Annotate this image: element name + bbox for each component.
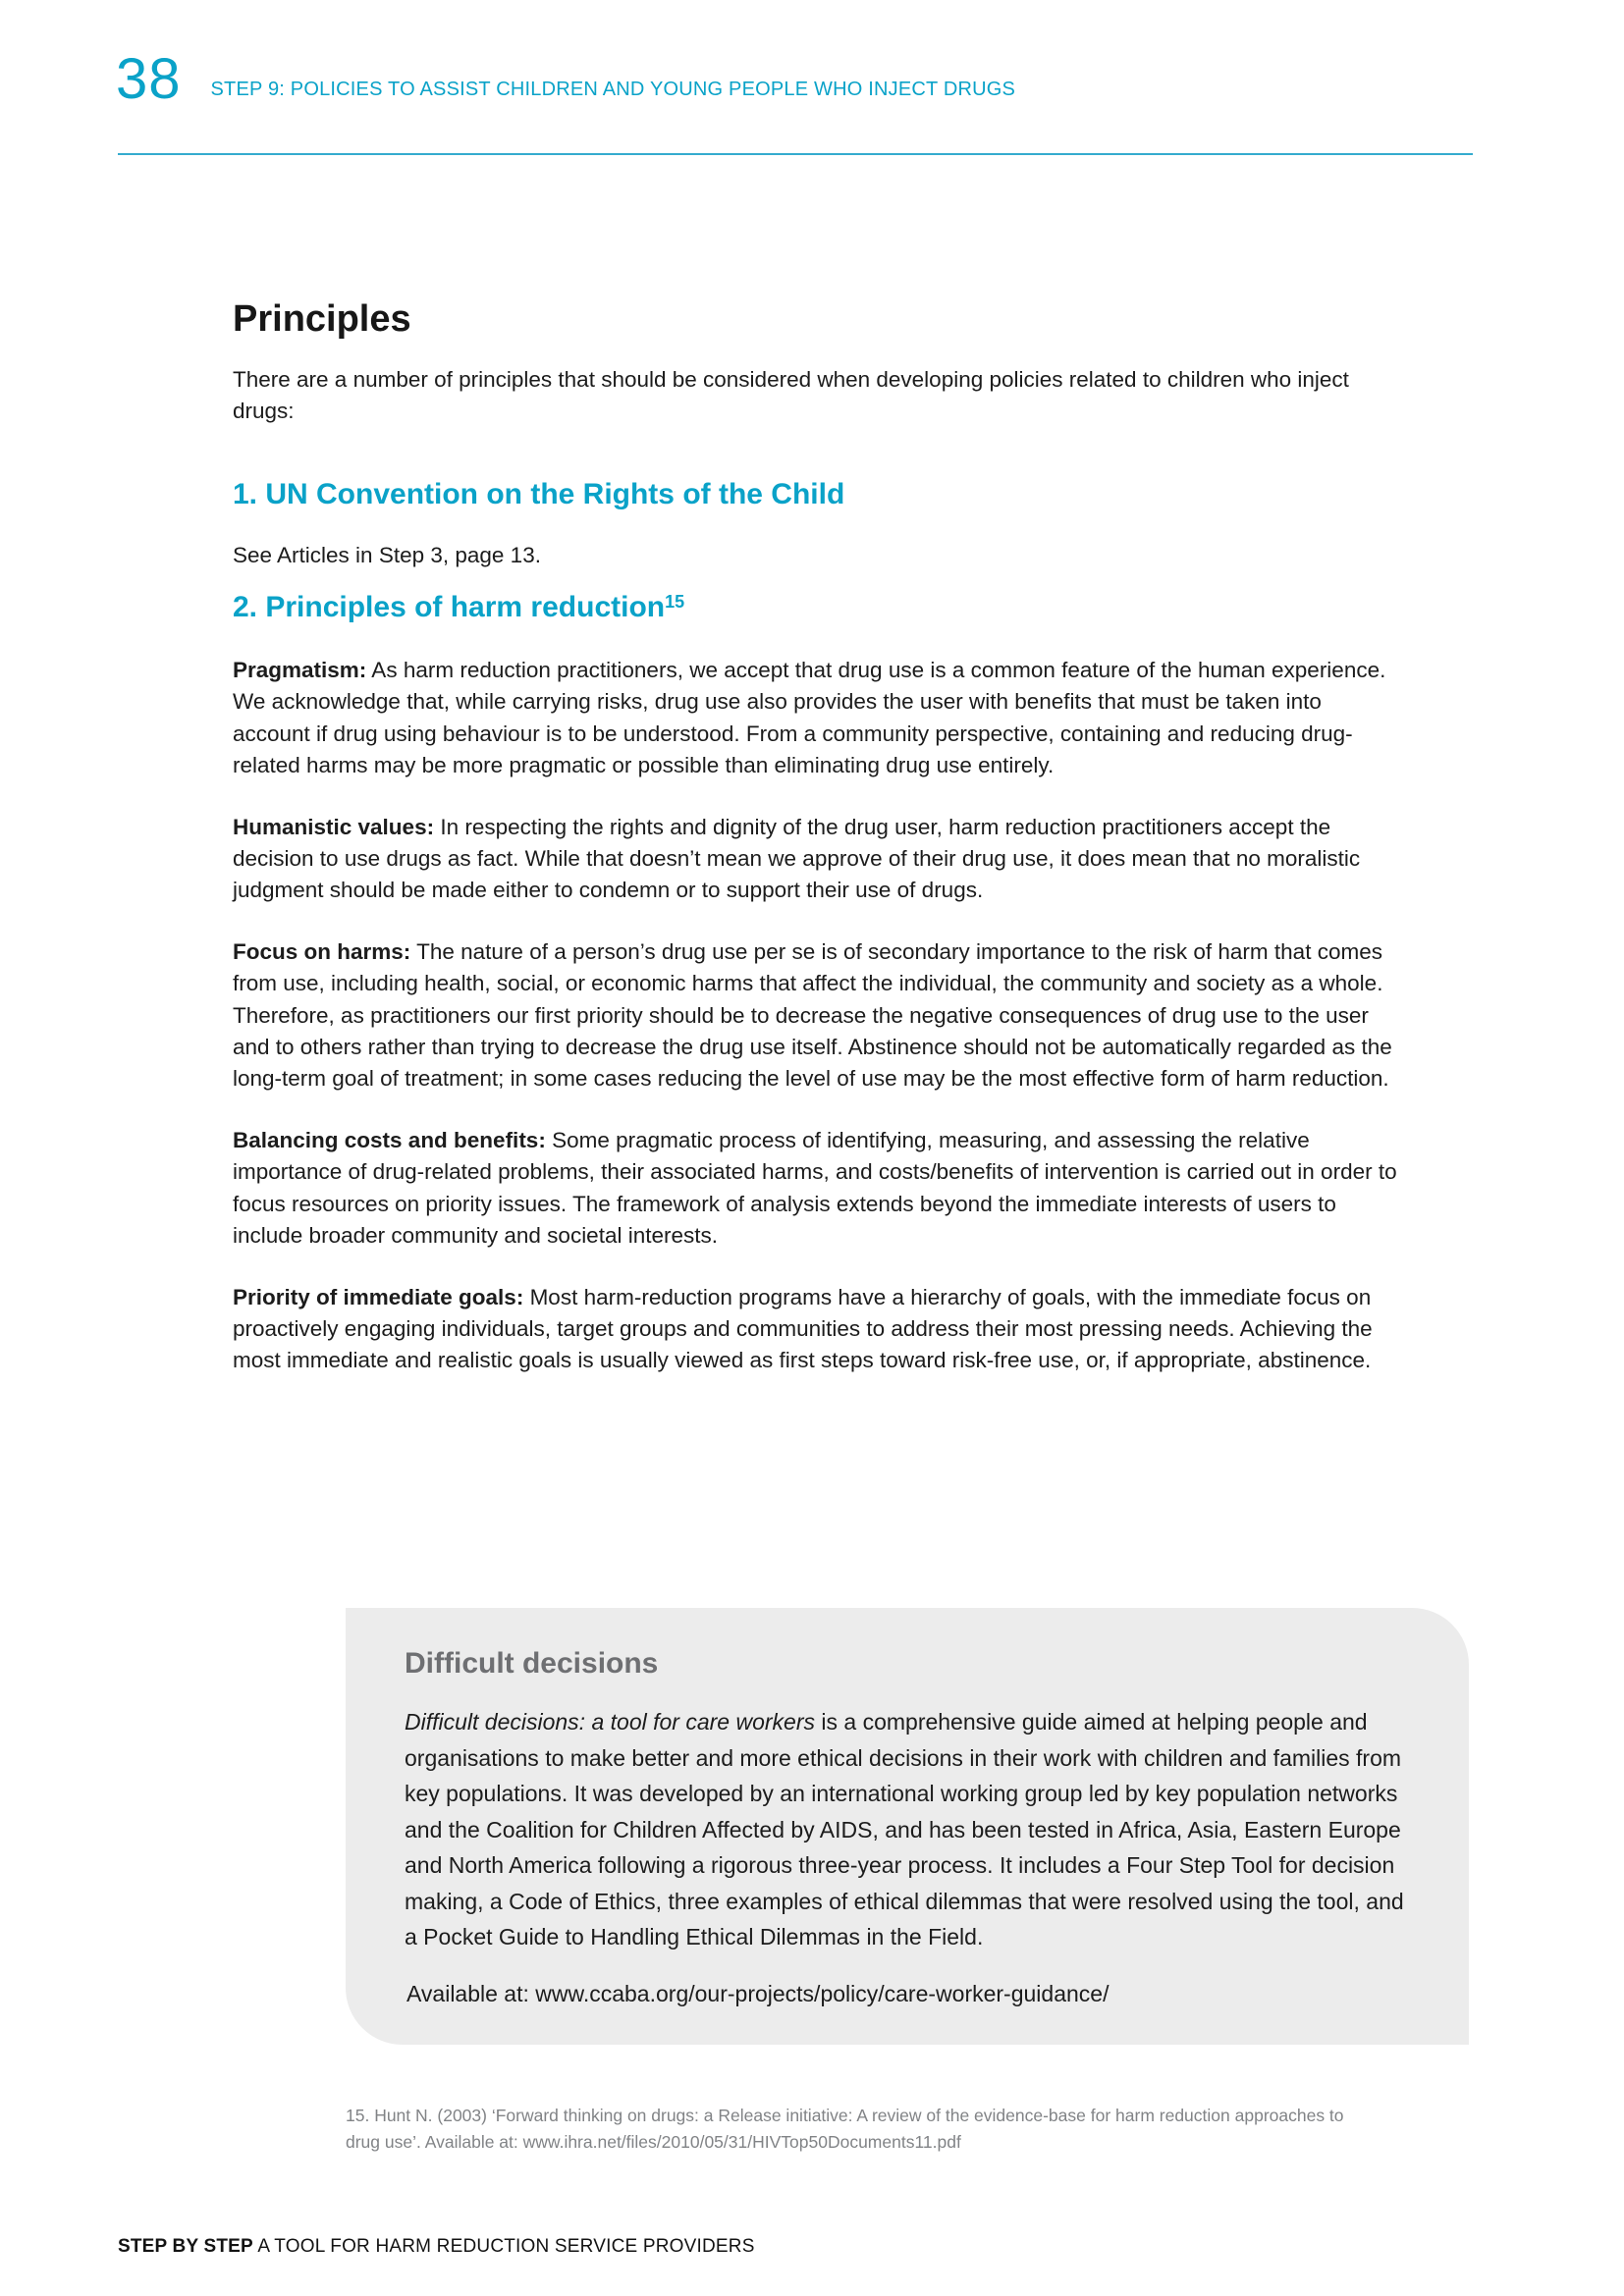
page-title: Principles xyxy=(233,298,411,340)
footnote-line-1: 15. Hunt N. (2003) ‘Forward thinking on drugs: a Release initiative: A review of the evidence-base for harm reduction approaches to xyxy=(346,2106,1344,2125)
main-column xyxy=(233,299,1397,1377)
principle-pragmatism xyxy=(233,655,1397,782)
principle-label: Humanistic values: xyxy=(233,814,435,839)
callout-availability-url: Available at: www.ccaba.org/our-projects/policy/care-worker-guidance/ xyxy=(406,1980,1110,2006)
page-header xyxy=(116,47,1016,111)
principle-text: In respecting the rights and dignity of the drug user, harm reduction practitioners accept the decision to use drugs as fact. While that doesn’t mean we approve of their drug use, it does mean that no moralistic judgment should be made either to condemn or to support their use of drugs. xyxy=(233,814,1361,903)
callout-title: Difficult decisions xyxy=(405,1647,659,1680)
header-rule xyxy=(118,153,1473,155)
page-number: 38 xyxy=(116,47,182,111)
section-2-heading-text: 2. Principles of harm reduction xyxy=(233,591,666,623)
section-1-body: See Articles in Step 3, page 13. xyxy=(233,543,541,567)
principle-priority-immediate-goals xyxy=(233,1282,1397,1377)
callout-body xyxy=(405,1704,1422,1955)
principle-balancing-costs-benefits xyxy=(233,1125,1397,1253)
principle-text: The nature of a person’s drug use per se is of secondary importance to the risk of harm that comes from use, including health, social, or economic harms that affect the individual, the community and society as a whole. Therefore, as practitioners our first priority should be to decrease the negative consequences of drug use to the user and to others rather than trying to decrease the drug use itself. Abstinence should not be automatically regarded as the long-term goal of treatment; in some cases reducing the level of use may be the most effective form of harm reduction. xyxy=(233,938,1392,1092)
section-heading-1: 1. UN Convention on the Rights of the Child xyxy=(233,478,845,510)
footer-title: STEP BY STEP xyxy=(118,2236,253,2257)
footer-subtitle: A TOOL FOR HARM REDUCTION SERVICE PROVIDERS xyxy=(252,2236,755,2257)
running-header: STEP 9: POLICIES TO ASSIST CHILDREN AND YOUNG PEOPLE WHO INJECT DRUGS xyxy=(210,79,1016,100)
principle-text: As harm reduction practitioners, we accept that drug use is a common feature of the human experience. We acknowledge that, while carrying risks, drug use also provides the user with benefits that must be taken into account if drug using behaviour is to be understood. From a community perspective, containing and reducing drug-related harms may be more pragmatic or possible than eliminating drug use entirely. xyxy=(233,658,1386,778)
footnote-line-2: drug use’. Available at: www.ihra.net/files/2010/05/31/HIVTop50Documents11.pdf xyxy=(346,2132,961,2152)
callout-body-text: is a comprehensive guide aimed at helping people and organisations to make better and more ethical decisions in their work with children and families from key populations. It was developed by an international working group led by key population networks and the Coalition for Children Affected by AIDS, and has been tested in Africa, Asia, Eastern Europe and North America following a rigorous three-year process. It includes a Four Step Tool for decision making, a Code of Ethics, three examples of ethical dilemmas that were resolved using the tool, and a Pocket Guide to Handling Ethical Dilemmas in the Field. xyxy=(405,1709,1404,1949)
callout-box-difficult-decisions xyxy=(346,1608,1469,2045)
footnote xyxy=(346,2103,1485,2156)
principle-text: Most harm-reduction programs have a hierarchy of goals, with the immediate focus on proactively engaging individuals, target groups and communities to address their most pressing needs. Achieving the most immediate and realistic goals is usually viewed as first steps toward risk-free use, or, if appropriate, abstinence. xyxy=(233,1284,1373,1373)
principle-label: Focus on harms: xyxy=(233,938,411,964)
intro-paragraph: There are a number of principles that should be considered when developing policies related to children who inject drugs: xyxy=(233,367,1349,423)
principle-focus-on-harms xyxy=(233,936,1397,1095)
principle-text: Some pragmatic process of identifying, measuring, and assessing the relative importance of drug-related problems, their associated harms, and costs/benefits of intervention is carried out in order to focus resources on priority issues. The framework of analysis extends beyond the immediate interests of users to include broader community and societal interests. xyxy=(233,1127,1397,1249)
callout-lead-italic: Difficult decisions: a tool for care workers xyxy=(405,1709,815,1735)
footnote-reference: 15 xyxy=(665,592,685,612)
principle-humanistic-values xyxy=(233,812,1397,907)
page-footer xyxy=(118,2236,755,2258)
principle-label: Pragmatism: xyxy=(233,658,367,682)
section-heading-2 xyxy=(233,590,1397,625)
principle-label: Balancing costs and benefits: xyxy=(233,1127,546,1152)
principle-label: Priority of immediate goals: xyxy=(233,1284,524,1309)
